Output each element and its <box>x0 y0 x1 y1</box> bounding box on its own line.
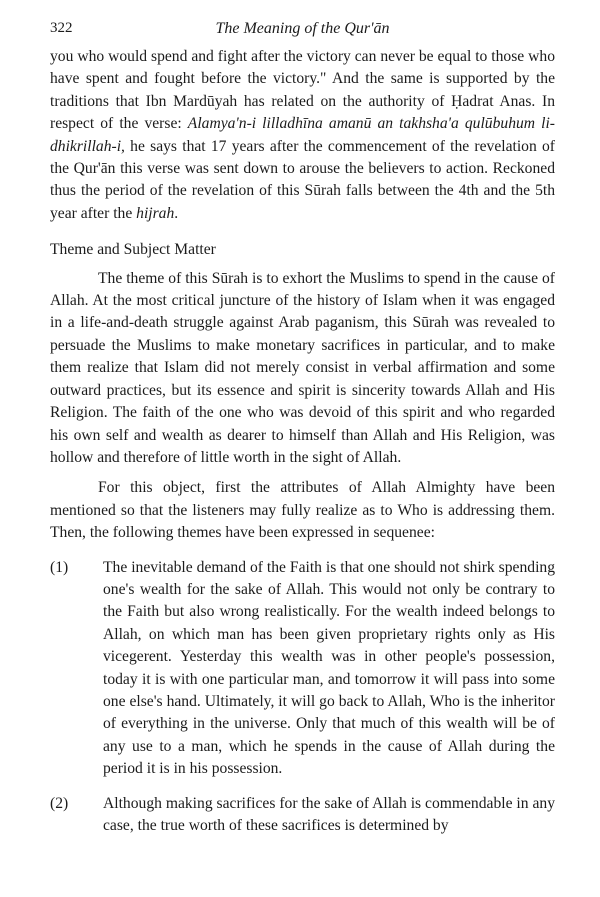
page-header <box>50 20 555 44</box>
hijrah-term: hijrah <box>136 204 175 222</box>
paragraph-continuation <box>50 46 555 225</box>
paragraph-object: For this object, first the attributes of Allah Almighty have been mentioned so that the listeners may fully realize as to Who is addressing them. Then, the following themes have been expressed in sequenee: <box>50 479 555 542</box>
list-item-text: Although making sacrifices for the sake of Allah is commendable in any case, the true worth of these sacrifices is determined by <box>103 794 555 834</box>
list-item <box>50 793 555 838</box>
page-body <box>50 46 555 837</box>
section-heading: Theme and Subject Matter <box>50 241 216 259</box>
paragraph-text: . <box>174 204 179 222</box>
paragraph-text: you who would spend and fight after the victory can never be equal to those who have spent and fought before the victory." And the same is supported by the traditions that Ibn Mardūyah has related on the authority of Ḥadrat Anas. In respect of the verse: <box>50 48 555 133</box>
running-title: The Meaning of the Qur'ān <box>215 20 390 37</box>
paragraph-theme: The theme of this Sūrah is to exhort the Muslims to spend in the cause of Allah. At the most critical juncture of the history of Islam when it was engaged in a life-and-death struggle against Arab paganism, this Sūrah was revealed to persuade the Muslims to make monetary sacrifices in particular, and to make them realize that Islam did not merely consist in verbal affirmation and some outward practices, but its essence and spirit is sincerity towards Allah and His Religion. The faith of the one who was devoid of this spirit and who regarded his own self and wealth as dearer to himself than Allah and His Religion, was hollow and therefore of little worth in the sight of Allah. <box>50 269 555 466</box>
list-item-number: (2) <box>50 794 69 812</box>
verse-transliteration: Alamya'n-i lilladhīna amanū an takhsha'a qulūbuhum li-dhikrillah-i, <box>50 115 555 155</box>
paragraph-text: he says that 17 years after the commencement of the revelation of the Qur'ān this verse was sent down to arouse the believers to action. Reckoned thus the period of the revelation of this Sūrah falls between the 4th and the 5th year after the <box>50 137 555 222</box>
list-item-number: (1) <box>50 558 69 576</box>
page-number: 322 <box>50 20 73 36</box>
list-item-text: The inevitable demand of the Faith is that one should not shirk spending one's wealth for the sake of Allah. This would not only be contrary to the Faith but also wrong realistically. For the wealth indeed belongs to Allah, on which man has been given proprietary rights only as His vicegerent. Yesterday this wealth was in other people's possession, today it is with one particular man, and tomorrow it will pass into some one else's hand. Ultimately, it will go back to Allah, Who is the inheritor of everything in the universe. Only that much of this wealth will be of any use to a man, which he spends in the cause of Allah during the period it is in his possession. <box>103 558 555 778</box>
list-item <box>50 557 555 781</box>
